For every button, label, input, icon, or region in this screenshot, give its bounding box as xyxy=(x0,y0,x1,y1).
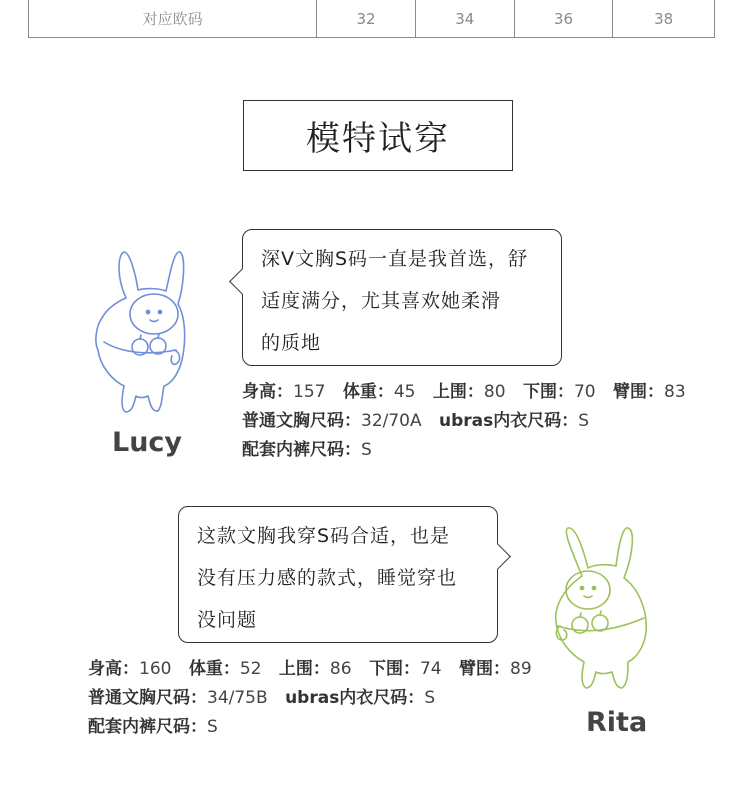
quote-line: 的质地 xyxy=(261,332,322,354)
stat-value: 74 xyxy=(419,659,442,679)
stat-label: 上围： xyxy=(432,382,484,402)
stat-value: 89 xyxy=(510,659,532,679)
section-title: 模特试穿 xyxy=(243,100,513,171)
size-value-cell: 36 xyxy=(514,0,613,37)
ubras-size-label: ubras内衣尺码： xyxy=(285,688,425,708)
ubras-size-label: ubras内衣尺码： xyxy=(439,411,579,431)
rita-speech-bubble xyxy=(178,506,498,643)
stat-label: 臂围： xyxy=(459,659,510,679)
model-name-lucy: Lucy xyxy=(112,427,183,458)
bra-size-label: 普通文胸尺码： xyxy=(88,688,207,708)
lucy-mascot-illustration xyxy=(86,246,196,416)
measurement-line xyxy=(242,378,686,407)
stat-value: 52 xyxy=(239,659,262,679)
bra-size-label: 普通文胸尺码： xyxy=(242,411,361,431)
size-row-label: 对应欧码 xyxy=(142,10,203,28)
panty-line xyxy=(88,713,532,742)
size-table-row xyxy=(28,0,715,38)
ubras-size-value: S xyxy=(578,411,590,431)
stat-label: 上围： xyxy=(278,659,330,679)
size-line xyxy=(88,684,532,713)
stat-value: 70 xyxy=(573,382,596,402)
stat-label: 体重： xyxy=(188,659,240,679)
stat-label: 臂围： xyxy=(613,382,664,402)
lucy-measurements xyxy=(242,378,686,465)
ubras-size-value: S xyxy=(424,688,436,708)
rita-mascot-illustration xyxy=(548,522,658,692)
size-value-cell: 32 xyxy=(316,0,415,37)
measurement-line xyxy=(88,655,532,684)
rita-measurements xyxy=(88,655,532,742)
stat-value: 45 xyxy=(393,382,416,402)
panty-size-value: S xyxy=(361,440,372,460)
panty-size-label: 配套内裤尺码： xyxy=(88,717,207,737)
size-value-cell: 34 xyxy=(415,0,514,37)
quote-line: 这款文胸我穿S码合适，也是 xyxy=(197,525,451,547)
bubble-tail xyxy=(229,268,256,295)
panty-size-label: 配套内裤尺码： xyxy=(242,440,361,460)
quote-line: 深V文胸S码一直是我首选，舒 xyxy=(261,248,529,270)
stat-value: 86 xyxy=(329,659,352,679)
model-name-rita: Rita xyxy=(586,707,648,738)
lucy-speech-bubble xyxy=(242,229,562,366)
size-value-cell: 38 xyxy=(612,0,714,37)
stat-label: 下围： xyxy=(368,659,420,679)
quote-line: 适度满分，尤其喜欢她柔滑 xyxy=(261,290,502,312)
stat-label: 下围： xyxy=(522,382,574,402)
stat-value: 160 xyxy=(139,659,172,679)
stat-value: 157 xyxy=(293,382,326,402)
bubble-tail xyxy=(484,543,511,570)
bra-size-value: 34/75B xyxy=(207,688,268,708)
stat-value: 80 xyxy=(483,382,506,402)
stat-label: 身高： xyxy=(242,382,293,402)
stat-label: 身高： xyxy=(88,659,139,679)
stat-value: 83 xyxy=(664,382,686,402)
panty-size-value: S xyxy=(207,717,218,737)
bra-size-value: 32/70A xyxy=(361,411,422,431)
size-line xyxy=(242,407,686,436)
quote-line: 没有压力感的款式，睡觉穿也 xyxy=(197,567,458,589)
panty-line xyxy=(242,436,686,465)
stat-label: 体重： xyxy=(342,382,394,402)
quote-line: 没问题 xyxy=(197,609,258,631)
